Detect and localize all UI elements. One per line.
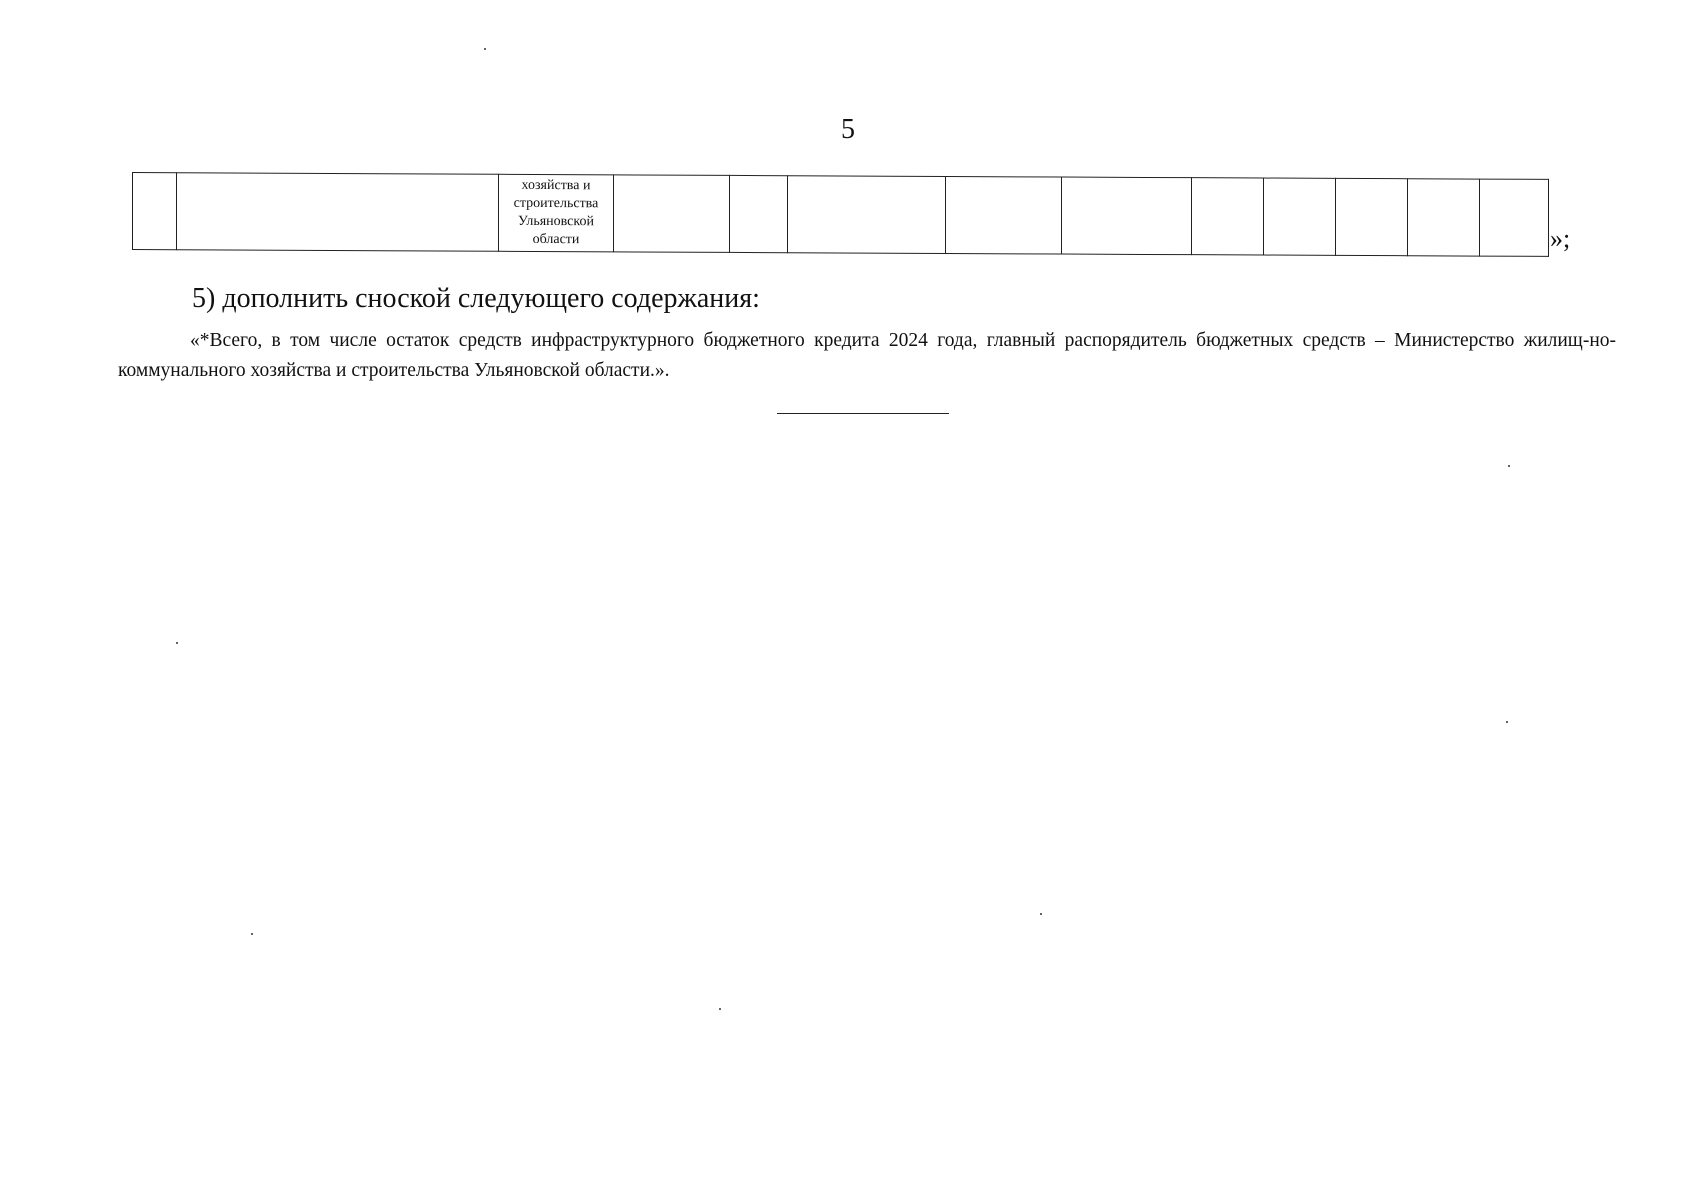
table-cell <box>730 175 788 252</box>
scan-speck <box>251 933 253 935</box>
table-cell <box>1264 178 1336 255</box>
table-cell <box>133 173 177 250</box>
scan-speck <box>176 642 178 644</box>
table-cell <box>1336 178 1408 255</box>
table-row <box>133 173 1549 257</box>
table-cell <box>788 176 946 254</box>
table-cell <box>1408 179 1480 256</box>
table-cell <box>614 175 730 253</box>
closing-quote: »; <box>1550 224 1571 253</box>
footnote-text: «*Всего, в том числе остаток средств инфраструктурного бюджетного кредита 2024 года, главный распорядитель бюджетных средств – Министерство жилищ-но-коммунального хозяйства и строительства Ульяновской области.». <box>118 330 1616 381</box>
page-number: 5 <box>841 114 855 145</box>
table-cell <box>177 173 499 252</box>
separator-line <box>777 413 949 414</box>
scan-speck <box>484 48 486 50</box>
table-cell <box>1480 179 1549 256</box>
scan-speck <box>719 1008 721 1010</box>
scan-speck <box>1508 465 1510 467</box>
scan-speck <box>1040 913 1042 915</box>
table-cell-responsible: хозяйства и строительства Ульяновской области <box>499 174 614 252</box>
scan-speck <box>1506 721 1508 723</box>
continuation-table <box>132 172 1549 257</box>
table-cell <box>1192 178 1264 255</box>
table-cell <box>1062 177 1192 255</box>
table-cell <box>946 176 1062 254</box>
amendment-clause: 5) дополнить сноской следующего содержания: <box>192 283 760 314</box>
